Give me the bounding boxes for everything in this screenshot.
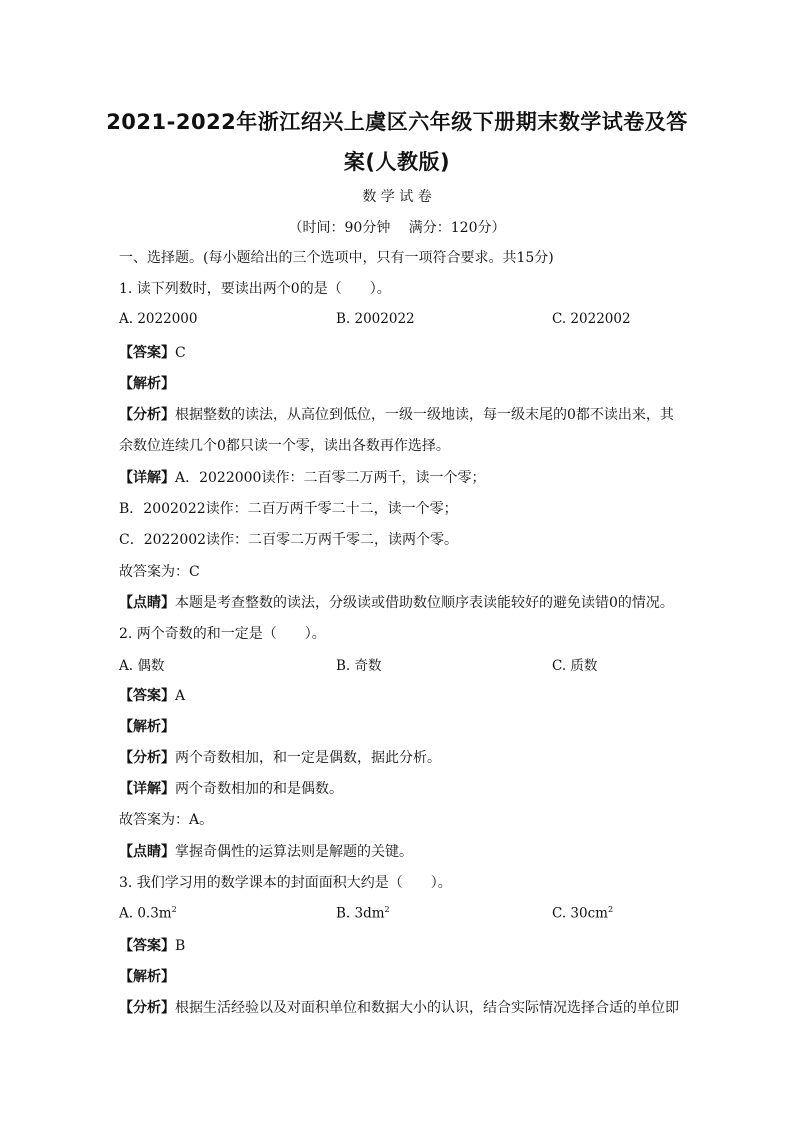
question-1-stem: 1. 读下列数时，要读出两个0的是（ ）。 [119, 281, 391, 297]
question-3-option-a [119, 905, 177, 922]
question-3-analysis-heading: 【解析】 [119, 969, 175, 985]
xiangjie-text: 两个奇数相加的和是偶数。 [175, 781, 343, 797]
fenxi-text: 根据整数的读法，从高位到低位，一级一级地读，每一级末尾的0都不读出来，其 [175, 407, 674, 423]
answer-value: C [175, 345, 186, 361]
question-1-fenxi-line-1 [119, 404, 679, 424]
question-1-option-c: C. 2022002 [552, 311, 631, 327]
fenxi-text: 根据生活经验以及对面积单位和数据大小的认识，结合实际情况选择合适的单位即 [175, 1000, 679, 1016]
superscript: 2 [171, 905, 177, 914]
answer-tag: 【答案】 [119, 688, 175, 704]
section-heading: 一、选择题。(每小题给出的三个选项中，只有一项符合要求。共15分) [119, 250, 554, 266]
question-2-stem: 2. 两个奇数的和一定是（ ）。 [119, 626, 326, 642]
question-1-xiangjie-line-2: B．2002022读作：二百万两千零二十二，读一个零； [119, 501, 458, 517]
question-1-xiangjie-line-1 [119, 467, 679, 487]
question-1-answer [119, 342, 679, 362]
question-2-option-c: C. 质数 [552, 658, 598, 674]
question-1-analysis-heading: 【解析】 [119, 376, 175, 392]
answer-tag: 【答案】 [119, 345, 175, 361]
xiangjie-tag: 【详解】 [119, 470, 175, 486]
superscript: 2 [384, 905, 390, 914]
question-2-analysis-heading: 【解析】 [119, 719, 175, 735]
question-3-option-b [336, 905, 390, 922]
question-2-option-b: B. 奇数 [336, 658, 382, 674]
exam-subtitle: 数 学 试 卷 [362, 189, 432, 205]
dianjing-tag: 【点睛】 [119, 844, 175, 860]
dianjing-text: 本题是考查整数的读法，分级读或借助数位顺序表读能较好的避免读错0的情况。 [175, 595, 674, 611]
question-3-stem: 3. 我们学习用的数学课本的封面面积大约是（ ）。 [119, 875, 452, 891]
answer-value: B [175, 938, 186, 954]
dianjing-text: 掌握奇偶性的运算法则是解题的关键。 [175, 844, 413, 860]
question-2-final-answer: 故答案为：A。 [119, 812, 214, 828]
xiangjie-text: A．2022000读作：二百零二万两千，读一个零； [175, 470, 486, 486]
question-2-fenxi [119, 747, 679, 767]
answer-tag: 【答案】 [119, 938, 175, 954]
option-text: A. 0.3m [119, 905, 172, 922]
xiangjie-tag: 【详解】 [119, 781, 175, 797]
document-title-line-1: 2021-2022年浙江绍兴上虞区六年级下册期末数学试卷及答 [106, 110, 688, 134]
question-1-dianjing [119, 592, 679, 612]
question-2-xiangjie [119, 778, 679, 798]
answer-value: A [175, 688, 186, 704]
time-info: （时间：90分钟 满分：120分） [288, 220, 506, 236]
question-2-option-a: A. 偶数 [119, 658, 165, 674]
question-3-fenxi [119, 997, 679, 1017]
question-2-dianjing [119, 841, 679, 861]
fenxi-tag: 【分析】 [119, 1000, 175, 1016]
question-1-option-b: B. 2002022 [336, 311, 415, 327]
question-2-answer [119, 685, 679, 705]
document-title-line-2: 案(人教版) [343, 150, 451, 174]
question-1-fenxi-line-2: 余数位连续几个0都只读一个零，读出各数再作选择。 [119, 438, 450, 454]
question-3-answer [119, 935, 679, 955]
option-text: B. 3dm [336, 905, 385, 922]
option-text: C. 30cm [552, 905, 608, 922]
question-1-final-answer: 故答案为：C [119, 564, 200, 580]
fenxi-tag: 【分析】 [119, 407, 175, 423]
fenxi-tag: 【分析】 [119, 750, 175, 766]
question-1-option-a: A. 2022000 [119, 311, 198, 327]
question-1-xiangjie-line-3: C．2022002读作：二百零二万两千零二，读两个零。 [119, 532, 459, 548]
question-3-option-c [552, 905, 613, 922]
fenxi-text: 两个奇数相加，和一定是偶数，据此分析。 [175, 750, 441, 766]
superscript: 2 [607, 905, 614, 914]
dianjing-tag: 【点睛】 [119, 595, 175, 611]
